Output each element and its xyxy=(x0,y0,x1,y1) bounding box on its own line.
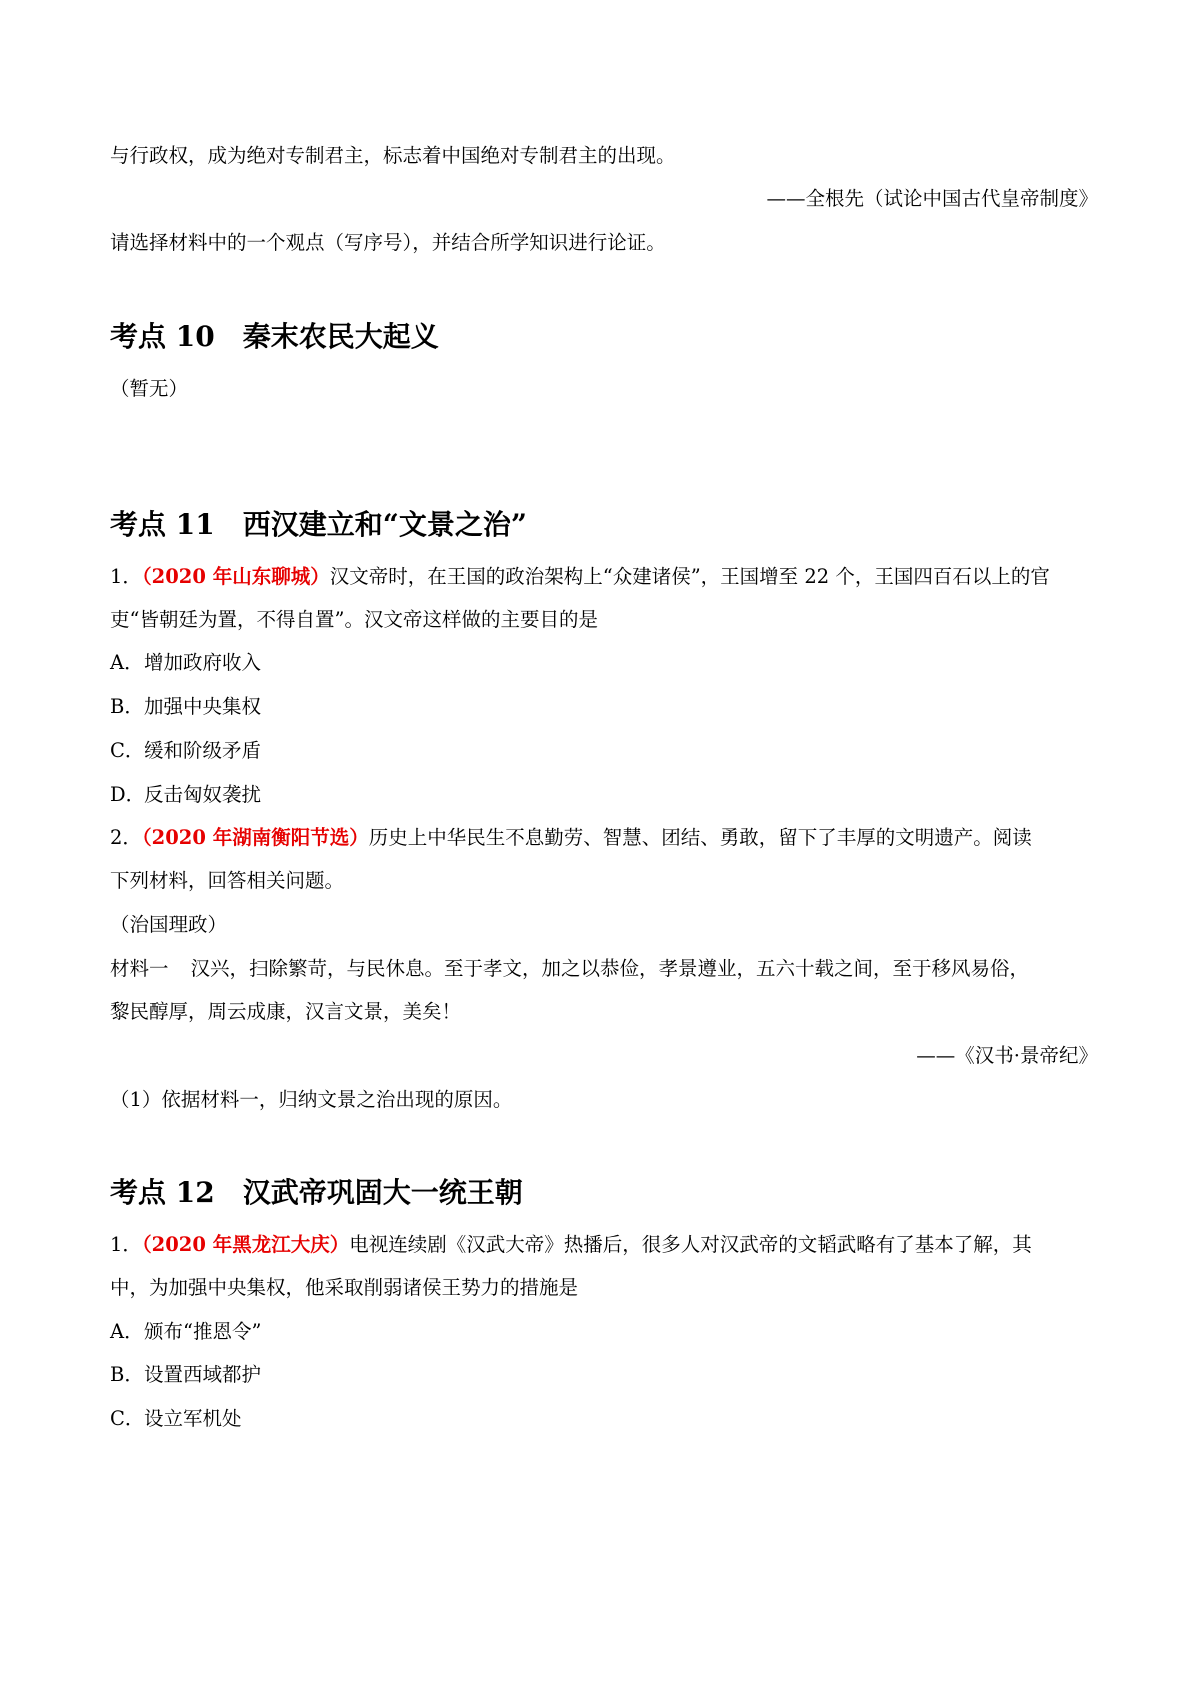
s11-q2-number: 2． xyxy=(110,826,142,849)
option-letter: A． xyxy=(110,651,144,674)
section-10-title: 秦末农民大起义 xyxy=(242,320,439,353)
s11-q2-material-line-1 xyxy=(110,956,1098,982)
s11-q1-line-2: 吏“皆朝廷为置，不得自置”。汉文帝这样做的主要目的是 xyxy=(110,608,598,631)
option-text: 加强中央集权 xyxy=(144,695,262,718)
material-text-1: 汉兴，扫除繁苛，与民休息。至于孝文，加之以恭俭，孝景遵业，五六十载之间，至于移风易俗， xyxy=(190,957,1030,980)
s12-q1-line-2: 中，为加强中央集权，他采取削弱诸侯王势力的措施是 xyxy=(110,1276,579,1299)
s11-q1-text-1: 汉文帝时，在王国的政治架构上“众建诸侯”，王国增至 22 个，王国四百石以上的官 xyxy=(329,565,1050,588)
option-text: 增加政府收入 xyxy=(144,651,262,674)
s11-q2-text-1: 历史上中华民生不息勤劳、智慧、团结、勇敢，留下了丰厚的文明遗产。阅读 xyxy=(368,826,1032,849)
s11-q2-subquestion-1: （1）依据材料一，归纳文景之治出现的原因。 xyxy=(110,1088,513,1111)
section-11-number: 考点 11 xyxy=(110,508,215,541)
s11-q2-subtitle: （治国理政） xyxy=(110,913,228,936)
option-letter: C． xyxy=(110,1407,145,1430)
intro-line-1: 与行政权，成为绝对专制君主，标志着中国绝对专制君主的出现。 xyxy=(110,144,676,167)
section-10-note: （暂无） xyxy=(110,377,189,400)
s11-q2-line-1 xyxy=(110,825,1098,851)
s11-q1-option-c xyxy=(110,738,1098,764)
option-letter: C． xyxy=(110,739,145,762)
s12-q1-text-1: 电视连续剧《汉武大帝》热播后，很多人对汉武帝的文韬武略有了基本了解，其 xyxy=(349,1233,1032,1256)
option-text: 设立军机处 xyxy=(144,1407,242,1430)
option-text: 设置西域都护 xyxy=(144,1363,262,1386)
s12-q1-option-a xyxy=(110,1319,1098,1345)
s11-q2-source: （2020 年湖南衡阳节选） xyxy=(141,826,369,849)
s11-q1-option-a xyxy=(110,650,1098,676)
s12-q1-option-c xyxy=(110,1406,1098,1432)
material-label: 材料一 xyxy=(110,957,169,980)
option-text: 缓和阶级矛盾 xyxy=(144,739,262,762)
section-10-heading xyxy=(110,320,439,354)
s11-q2-line-2: 下列材料，回答相关问题。 xyxy=(110,869,345,892)
s11-q1-source: （2020 年山东聊城） xyxy=(141,565,330,588)
option-text: 反击匈奴袭扰 xyxy=(144,783,262,806)
s11-q2-material-line-2: 黎民醇厚，周云成康，汉言文景，美矣！ xyxy=(110,1000,462,1023)
s11-q1-option-b xyxy=(110,694,1098,720)
s11-q2-material-citation: ——《汉书·景帝纪》 xyxy=(916,1044,1098,1067)
option-text: 颁布“推恩令” xyxy=(144,1320,262,1343)
s11-q1-line-1 xyxy=(110,564,1098,590)
section-12-title: 汉武帝巩固大一统王朝 xyxy=(242,1176,523,1209)
section-10-number: 考点 10 xyxy=(110,320,215,353)
s12-q1-option-b xyxy=(110,1362,1098,1388)
s12-q1-number: 1． xyxy=(110,1233,142,1256)
section-11-title: 西汉建立和“文景之治” xyxy=(242,508,527,541)
option-letter: B． xyxy=(110,695,144,718)
s12-q1-line-1 xyxy=(110,1232,1098,1258)
intro-citation: ——全根先（试论中国古代皇帝制度》 xyxy=(766,187,1098,210)
option-letter: B． xyxy=(110,1363,144,1386)
section-11-heading xyxy=(110,508,527,542)
s12-q1-source: （2020 年黑龙江大庆） xyxy=(141,1233,350,1256)
option-letter: A． xyxy=(110,1320,144,1343)
s11-q1-option-d xyxy=(110,782,1098,808)
section-12-heading xyxy=(110,1176,523,1210)
document-page xyxy=(110,0,1098,1698)
intro-line-2: 请选择材料中的一个观点（写序号），并结合所学知识进行论证。 xyxy=(110,231,666,254)
option-letter: D． xyxy=(110,783,146,806)
s11-q1-number: 1． xyxy=(110,565,142,588)
section-12-number: 考点 12 xyxy=(110,1176,215,1209)
